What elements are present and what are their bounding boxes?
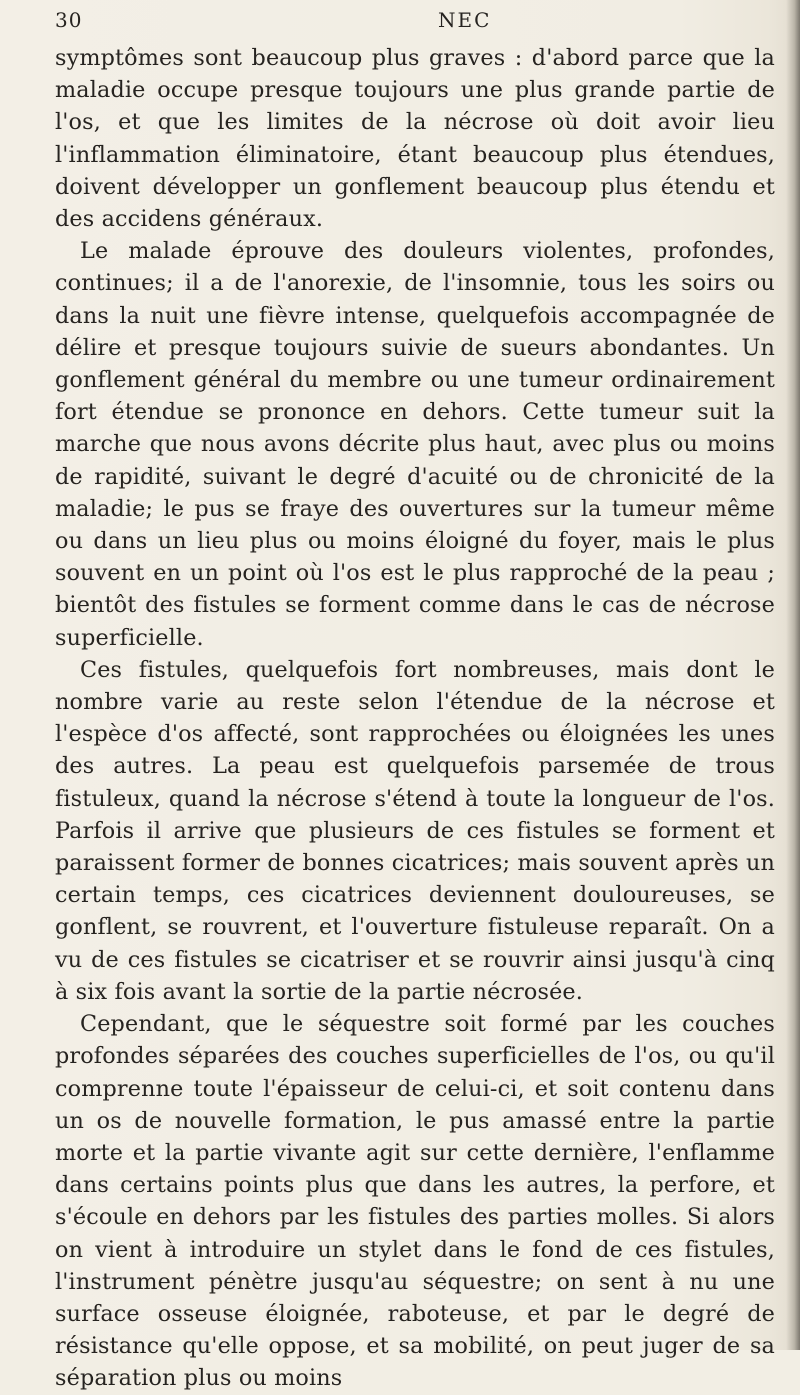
page-edge-shadow [786,0,800,1350]
paragraph-sequestre: Cependant, que le séquestre soit formé par les couches profondes séparées des couches superficielles de l'os, ou qu'il comprenne toute l'épaisseur de celui-ci, et soit contenu dans un os de nouvelle formation, le pus amassé entre la partie morte et la partie vivante agit sur cette dernière, l'enflamme dans certains points plus que dans les autres, la perfore, et s'écoule en dehors par les fistules des parties molles. Si alors on vient à introduire un stylet dans le fond de ces fistules, l'instrument pénètre jusqu'au séquestre; on sent à nu une surface osseuse éloignée, raboteuse, et par le degré de résistance qu'elle oppose, et sa mobilité, on peut juger de sa séparation plus ou moins [55,1011,775,1392]
paragraph-symptoms: Le malade éprouve des douleurs violentes, profondes, continues; il a de l'anorexie, de l'insomnie, tous les soirs ou dans la nuit une fièvre intense, quelquefois accompagnée de délire et presque toujours suivie de sueurs abondantes. Un gonflement général du membre ou une tumeur ordinairement fort étendue se prononce en dehors. Cette tumeur suit la marche que nous avons décrite plus haut, avec plus ou moins de rapidité, suivant le degré d'acuité ou de chronicité de la maladie; le pus se fraye des ouvertures sur la tumeur même ou dans un lieu plus ou moins éloigné du foyer, mais le plus souvent en un point où l'os est le plus rapproché de la peau ; bientôt des fistules se forment comme dans le cas de nécrose superficielle. [55,238,775,651]
body-text [55,42,775,1395]
running-head: NEC [438,8,492,32]
page-number: 30 [55,8,83,32]
paragraph-fistules: Ces fistules, quelquefois fort nombreuses, mais dont le nombre varie au reste selon l'étendue de la nécrose et l'espèce d'os affecté, sont rapprochées ou éloignées les unes des autres. La peau est quelquefois parsemée de trous fistuleux, quand la nécrose s'étend à toute la longueur de l'os. Parfois il arrive que plusieurs de ces fistules se forment et paraissent former de bonnes cicatrices; mais souvent après un certain temps, ces cicatrices deviennent douloureuses, se gonflent, se rouvrent, et l'ouverture fistuleuse reparaît. On a vu de ces fistules se cicatriser et se rouvrir ainsi jusqu'à cinq à six fois avant la sortie de la partie nécrosée. [55,656,775,1005]
page-header [55,8,755,38]
paragraph-continuation: symptômes sont beaucoup plus graves : d'abord parce que la maladie occupe presque toujours une plus grande partie de l'os, et que les limites de la nécrose où doit avoir lieu l'inflammation éliminatoire, étant beaucoup plus étendues, doivent développer un gonflement beaucoup plus étendu et des accidens généraux. [55,45,775,233]
